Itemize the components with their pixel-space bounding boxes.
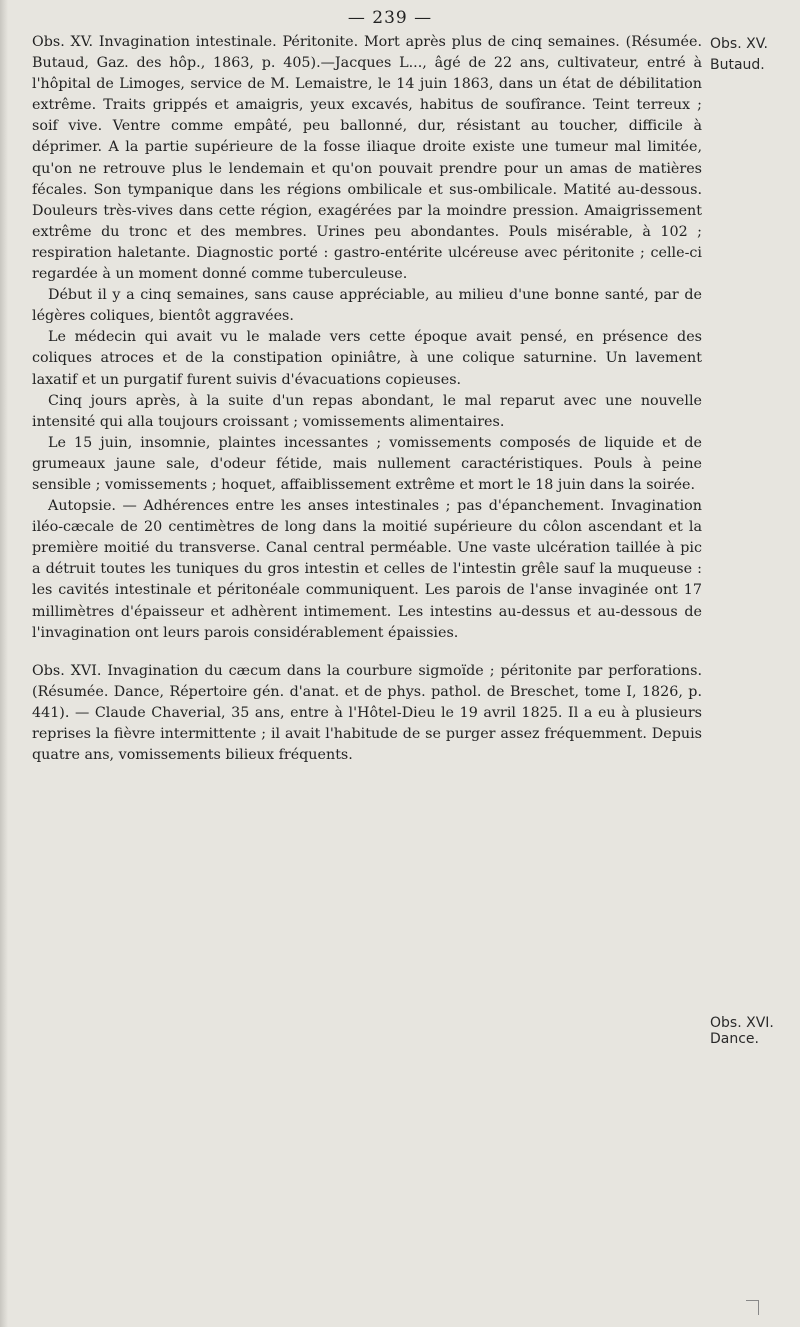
margin-note-obs-16: Obs. XVI. [710, 1015, 774, 1031]
paragraph-obs-16: Obs. XVI. Invagination du cæcum dans la courbure sigmoïde ; péritonite par perforations. (Résumée. Dance, Répertoire gén. d'anat. et de phys. pathol. de Breschet, tome I, 1826, p. 441). — Claude Chaverial, 35 ans, entre à l'Hôtel-Dieu le 19 avril 1825. Il a eu à plusieurs reprises la fièvre intermittente ; il avait l'habitude de se purger assez fréquemment. Depuis quatre ans, vomissements bilieux fréquents. [32, 662, 702, 764]
corner-mark [746, 1300, 759, 1315]
paragraph-15-juin: Le 15 juin, insomnie, plaintes incessantes ; vomissements composés de liquide et de grumeaux jaune sale, d'odeur fétide, mais nullement caractéristiques. Pouls à peine sensible ; vomissements ; hoquet, affaiblissement extrême et mort le 18 juin dans la soirée. [32, 434, 702, 493]
paragraph-cinq-jours: Cinq jours après, à la suite d'un repas abondant, le mal reparut avec une nouvelle intensité qui alla toujours croissant ; vomissements alimentaires. [32, 392, 702, 430]
margin-note-obs-15: Obs. XV. [710, 36, 768, 52]
body-text [32, 32, 702, 766]
paragraph-medecin: Le médecin qui avait vu le malade vers cette époque avait pensé, en présence des coliques atroces et de la constipation opiniâtre, à une colique saturnine. Un lavement laxatif et un purgatif furent suivis d'évacuations copieuses. [32, 329, 702, 388]
paragraph-debut: Début il y a cinq semaines, sans cause appréciable, au milieu d'une bonne santé, par de légères coliques, bientôt aggravées. [32, 287, 702, 325]
margin-note-dance: Dance. [710, 1031, 759, 1047]
paragraph-obs-15: Obs. XV. Invagination intestinale. Péritonite. Mort après plus de cinq semaines. (Résumée. Butaud, Gaz. des hôp., 1863, p. 405).—Jacques L..., âgé de 22 ans, cultivateur, entré à l'hôpital de Limoges, service de M. Lemaistre, le 14 juin 1863, dans un état de débilitation extrême. Traits grippés et amaigris, yeux excavés, habitus de soufîrance. Teint terreux ; soif vive. Ventre comme empâté, peu ballonné, dur, résistant au toucher, difficile à déprimer. A la partie supérieure de la fosse iliaque droite existe une tumeur mal limitée, qu'on ne retrouve plus le lendemain et qu'on pouvait prendre pour un amas de matières fécales. Son tympanique dans les régions ombilicale et sus-ombilicale. Matité au-dessous. Douleurs très-vives dans cette région, exagérées par la moindre pression. Amaigrissement extrême du tronc et des membres. Urines peu abondantes. Pouls misérable, à 102 ; respiration haletante. Diagnostic porté : gastro-entérite ulcéreuse avec péritonite ; celle-ci regardée à un moment donné comme tuberculeuse. [32, 34, 702, 283]
paragraph-autopsie: Autopsie. — Adhérences entre les anses intestinales ; pas d'épanchement. Invagination iléo-cæcale de 20 centimètres de long dans la moitié supérieure du côlon ascendant et la première moitié du transverse. Canal central perméable. Une vaste ulcération taillée à pic a détruit toutes les tuniques du gros intestin et celles de l'intestin grêle sauf la muqueuse : les cavités intestinale et péritonéale communiquent. Les parois de l'anse invaginée ont 17 millimètres d'épaisseur et adhèrent intimement. Les intestins au-dessus et au-dessous de l'invagination ont leurs parois considérablement épaissies. [32, 498, 702, 641]
page-number: — 239 — [347, 8, 433, 28]
page-edge-shadow [0, 0, 8, 1327]
margin-note-butaud: Butaud. [710, 57, 765, 73]
